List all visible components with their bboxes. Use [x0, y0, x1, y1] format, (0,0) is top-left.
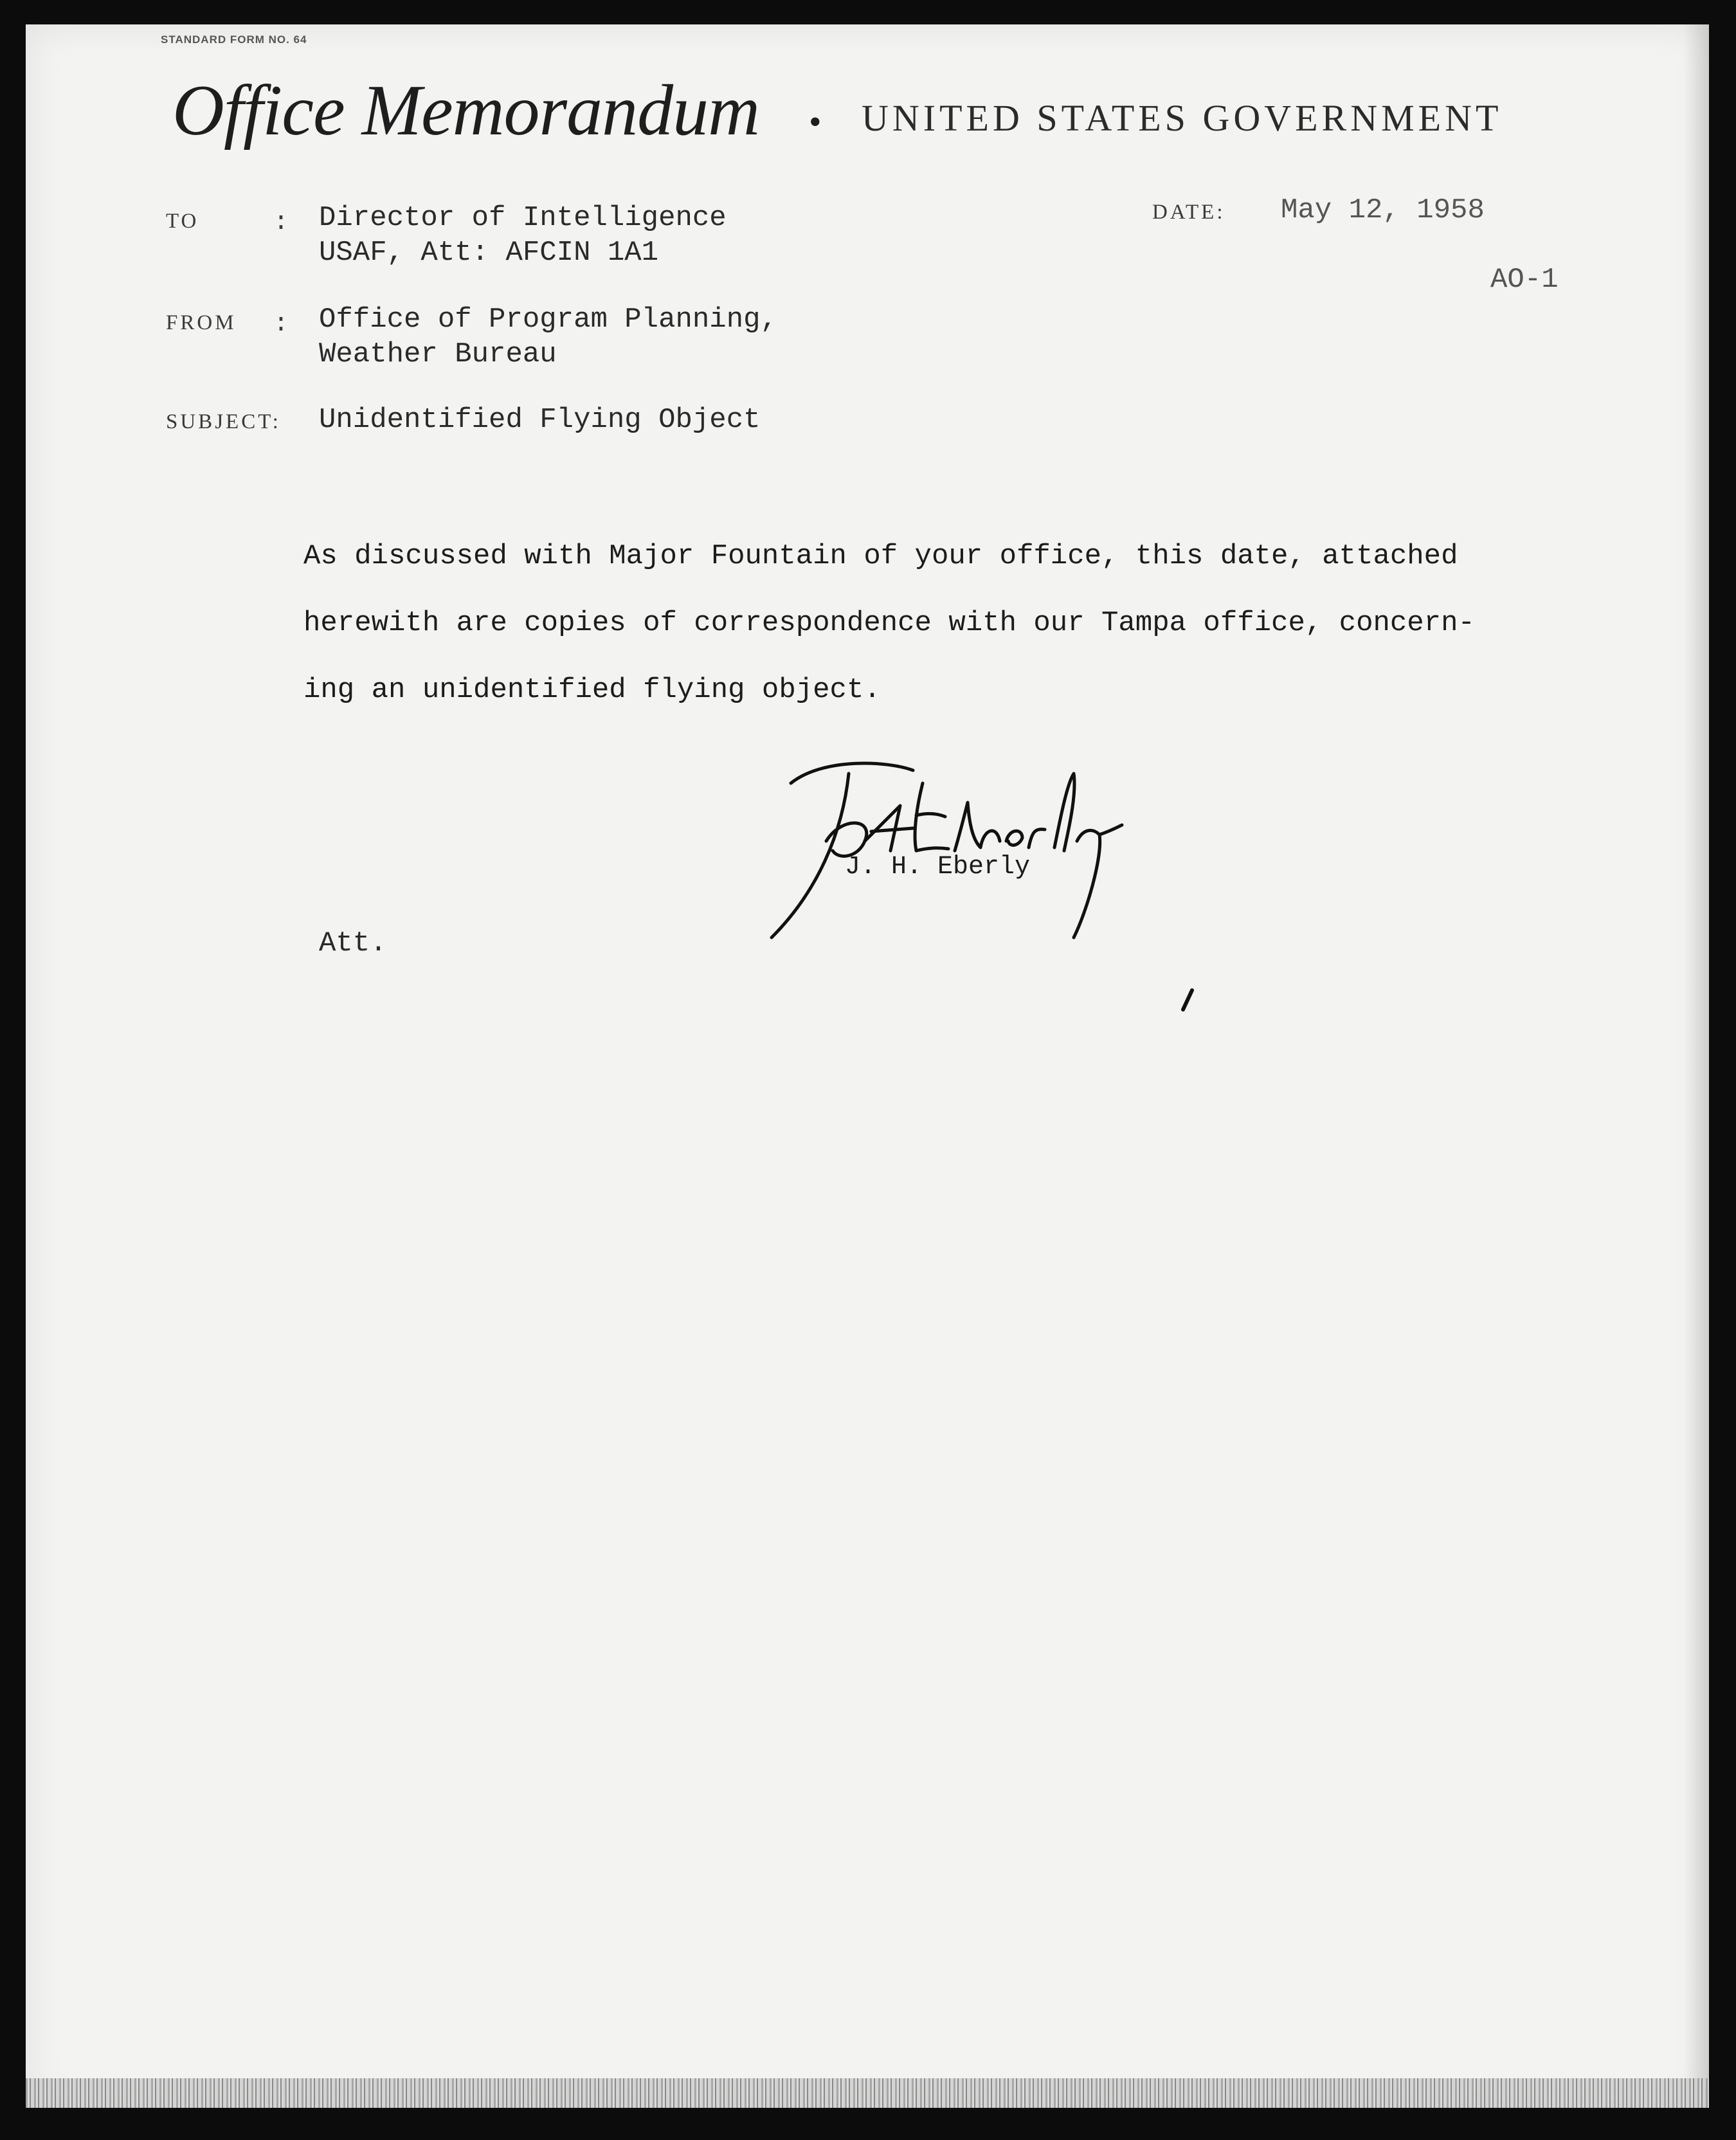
subject-value: Unidentified Flying Object [319, 404, 761, 436]
body-line: As discussed with Major Fountain of your office, this date, attached [303, 540, 1458, 572]
agency-name: UNITED STATES GOVERNMENT [862, 97, 1503, 139]
date-value: May 12, 1958 [1281, 194, 1485, 226]
date-label: DATE: [1152, 201, 1225, 224]
body-line: herewith are copies of correspondence with our Tampa office, concern- [303, 607, 1475, 639]
from-line-1: Office of Program Planning, [319, 304, 777, 336]
from-line-2: Weather Bureau [319, 338, 557, 370]
to-colon: : [273, 208, 289, 237]
attachment-note: Att. [319, 927, 387, 959]
form-number: STANDARD FORM NO. 64 [161, 33, 307, 46]
scan-artifact-strip [26, 2078, 1709, 2108]
from-colon: : [273, 310, 289, 339]
to-line-2: USAF, Att: AFCIN 1A1 [319, 237, 659, 269]
to-line-1: Director of Intelligence [319, 202, 727, 234]
subject-label: SUBJECT: [166, 410, 281, 433]
memo-page [26, 24, 1709, 2108]
memo-title: Office Memorandum [172, 71, 760, 150]
header-separator: • [809, 102, 822, 142]
body-line: ing an unidentified flying object. [303, 674, 881, 706]
to-label: TO [166, 210, 199, 233]
signer-name: J. H. Eberly [845, 853, 1031, 882]
file-reference: AO-1 [1490, 264, 1559, 296]
page-edge-shadow [1683, 24, 1709, 2108]
from-label: FROM [166, 311, 237, 334]
stray-pen-mark [1178, 988, 1197, 1013]
